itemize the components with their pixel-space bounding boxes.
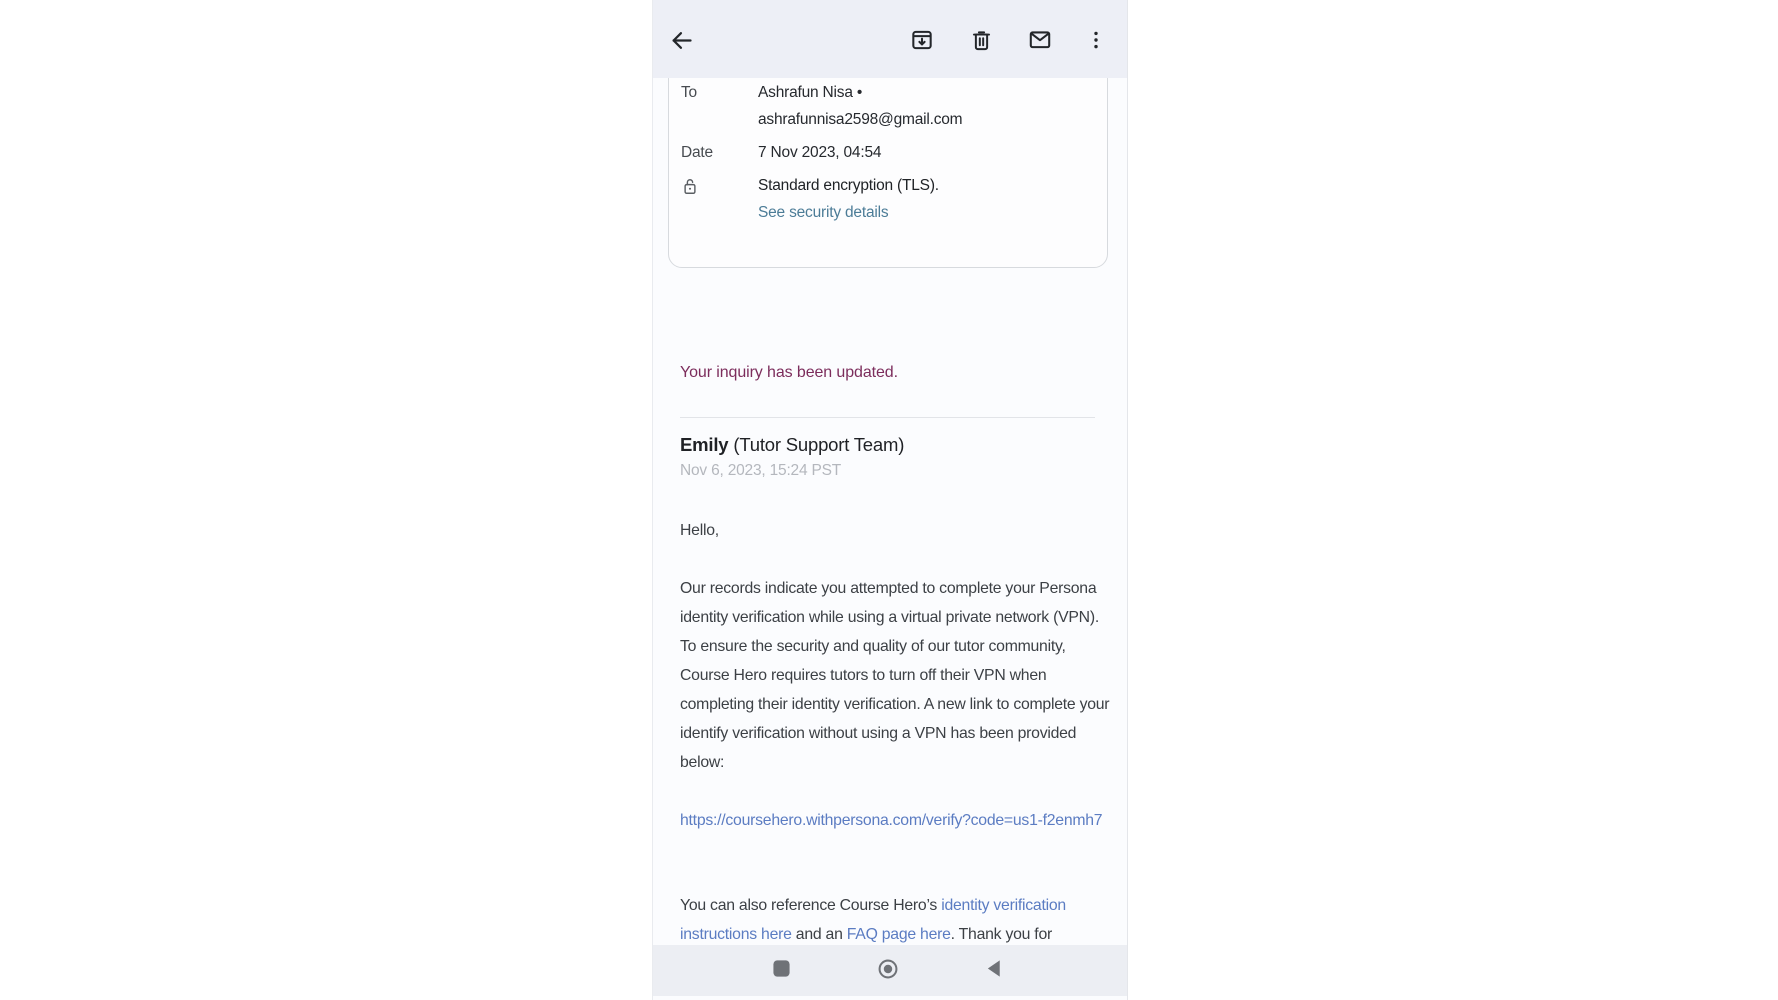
date-label: Date — [681, 144, 713, 161]
mark-unread-button[interactable] — [1020, 20, 1060, 60]
archive-button[interactable] — [902, 20, 942, 60]
nav-recents-button[interactable] — [763, 952, 799, 988]
phone-screen — [652, 0, 1128, 1000]
trash-icon — [969, 28, 994, 53]
archive-icon — [909, 27, 935, 53]
back-arrow-icon — [668, 27, 695, 54]
system-nav-bar — [653, 945, 1127, 996]
inline-link[interactable]: FAQ page here — [846, 926, 951, 943]
inquiry-status-text: Your inquiry has been updated. — [680, 364, 898, 381]
lock-icon — [681, 172, 758, 226]
to-row — [681, 79, 1091, 133]
closing-paragraph — [680, 891, 1116, 949]
encryption-text: Standard encryption (TLS). — [758, 177, 939, 194]
sender-name: Emily — [680, 434, 729, 455]
to-label: To — [681, 84, 697, 101]
inline-text: and an — [791, 926, 847, 943]
inline-text: . Thank you for — [950, 926, 1052, 943]
more-vertical-icon — [1084, 28, 1108, 52]
nav-home-button[interactable] — [870, 952, 906, 988]
date-row — [681, 139, 1091, 166]
inline-link[interactable]: identity verification instructions here — [680, 897, 1066, 943]
verification-url-link[interactable]: https://coursehero.withpersona.com/verify?code=us1-f2enmh7 — [680, 812, 1103, 829]
sender-line — [680, 434, 904, 456]
nav-back-button[interactable] — [976, 952, 1012, 988]
delete-button[interactable] — [961, 20, 1001, 60]
app-bar — [653, 0, 1127, 78]
home-circle-icon — [877, 958, 899, 983]
body-paragraph: Our records indicate you attempted to complete your Persona identity verification while using a virtual private network (VPN). To ensure the security and quality of our tutor community, Course Hero requires tutors to turn off their VPN when completing their identity verification. A new link to complete your identify verification without using a VPN has been provided below: — [680, 580, 1110, 771]
message-timestamp: Nov 6, 2023, 15:24 PST — [680, 462, 842, 479]
to-value: Ashrafun Nisa • ashrafunnisa2598@gmail.com — [758, 84, 963, 128]
see-security-details-link[interactable]: See security details — [758, 204, 889, 221]
section-divider — [680, 417, 1095, 418]
inline-text: You can also reference Course Hero’s — [680, 897, 942, 914]
recents-square-icon — [772, 959, 791, 981]
greeting-text: Hello, — [680, 522, 719, 539]
back-triangle-icon — [985, 959, 1004, 981]
more-options-button[interactable] — [1076, 20, 1116, 60]
sender-role: (Tutor Support Team) — [733, 434, 905, 455]
back-button[interactable] — [661, 20, 701, 60]
security-row — [681, 172, 1091, 226]
date-value: 7 Nov 2023, 04:54 — [758, 144, 882, 161]
mail-icon — [1027, 27, 1053, 53]
